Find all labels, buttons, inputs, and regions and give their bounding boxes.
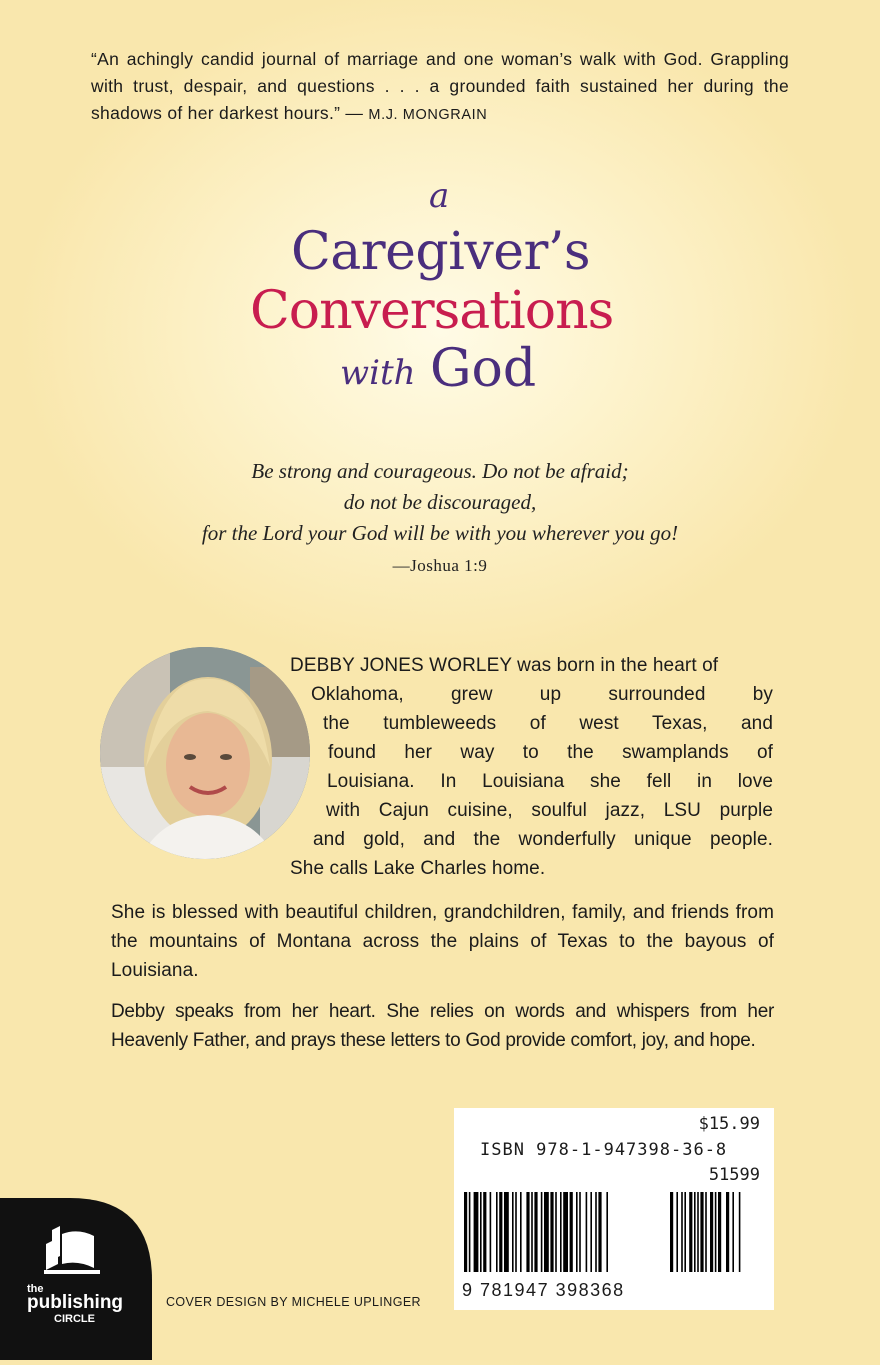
barcode-bar: [464, 1192, 467, 1272]
supplement-bar: [732, 1192, 734, 1272]
barcode-bar: [595, 1192, 597, 1272]
barcode-bar: [469, 1192, 471, 1272]
barcode-bar: [531, 1192, 533, 1272]
barcode-bar: [490, 1192, 492, 1272]
barcode-bar: [520, 1192, 522, 1272]
barcode-bar: [496, 1192, 498, 1272]
barcode-bar: [512, 1192, 514, 1272]
barcode-bar: [555, 1192, 557, 1272]
supplement-bar: [681, 1192, 683, 1272]
supplement-bar: [705, 1192, 707, 1272]
barcode-bar: [526, 1192, 529, 1272]
supplement-bar: [676, 1192, 678, 1272]
verse-line: do not be discouraged,: [343, 490, 537, 514]
logo-the: the: [27, 1283, 44, 1295]
barcode-bar: [550, 1192, 553, 1272]
bio-line: found her way to the swamplands of: [328, 742, 773, 763]
bio-line: the tumbleweeds of west Texas, and: [323, 713, 773, 734]
logo-publishing: publishing: [27, 1292, 124, 1313]
supplement-bar: [670, 1192, 673, 1272]
quote-text: “An achingly candid journal of marriage and one woman’s walk with God. Grappling with trust, despair, and questions . . . a grounded faith sustained her during the shadows of her darkest hours.”: [91, 49, 789, 123]
title-line-conversations: Conversations: [250, 281, 614, 341]
barcode-bar: [504, 1192, 509, 1272]
barcode-bar: [541, 1192, 543, 1272]
barcode-bar: [480, 1192, 482, 1272]
supplement-bar: [739, 1192, 741, 1272]
bio-line: Louisiana. In Louisiana she fell in love: [327, 771, 773, 792]
supplement-bar: [700, 1192, 703, 1272]
title-with: with: [340, 353, 416, 393]
supplement-bar: [726, 1192, 729, 1272]
publisher-logo: [0, 1198, 152, 1360]
bio-line: She calls Lake Charles home.: [290, 858, 546, 879]
bio-line: DEBBY JONES WORLEY was born in the heart of: [290, 655, 719, 676]
price-supplement-code: 51599: [708, 1165, 760, 1185]
title-line-caregivers: Caregiver’s: [291, 222, 591, 282]
supplement-bar: [718, 1192, 721, 1272]
barcode-bar: [598, 1192, 601, 1272]
verse-line: Be strong and courageous. Do not be afraid;: [251, 459, 629, 483]
endorsement-quote: [91, 46, 789, 129]
author-bio-paragraph-1: [290, 651, 773, 883]
barcode-bar: [579, 1192, 581, 1272]
barcode-bars: [464, 1192, 764, 1282]
supplement-bar: [684, 1192, 686, 1272]
supplement-bar: [710, 1192, 713, 1272]
barcode-bar: [544, 1192, 549, 1272]
quote-attribution: M.J. MONGRAIN: [368, 107, 488, 123]
bio-line: and gold, and the wonderfully unique people.: [313, 829, 773, 850]
barcode-bar: [606, 1192, 608, 1272]
barcode-bar: [534, 1192, 537, 1272]
isbn-label: ISBN 978-1-947398-36-8: [480, 1140, 728, 1160]
author-bio-paragraph-3: Debby speaks from her heart. She relies on words and whispers from her Heavenly Father, and prays these letters to God provide comfort, joy, and hope.: [111, 1001, 774, 1051]
verse-line: for the Lord your God will be with you wherever you go!: [201, 521, 679, 545]
bio-line: Oklahoma, grew up surrounded by: [311, 684, 773, 705]
supplement-bar: [689, 1192, 692, 1272]
author-bio-paragraph-2: She is blessed with beautiful children, grandchildren, family, and friends from the mountains of Montana across the plains of Texas to the bayous of Louisiana.: [111, 902, 774, 981]
price-label: $15.99: [698, 1114, 760, 1134]
isbn-barcode: [454, 1108, 774, 1310]
logo-circle: CIRCLE: [54, 1313, 95, 1325]
barcode-bar: [499, 1192, 502, 1272]
barcode-bar: [590, 1192, 592, 1272]
barcode-bar: [570, 1192, 573, 1272]
title-article: a: [429, 176, 450, 216]
barcode-bar: [483, 1192, 486, 1272]
supplement-bar: [715, 1192, 717, 1272]
bio-line: with Cajun cuisine, soulful jazz, LSU purple: [326, 800, 773, 821]
barcode-bar: [515, 1192, 517, 1272]
supplement-bar: [694, 1192, 696, 1272]
verse-reference: —Joshua 1:9: [392, 556, 488, 575]
barcode-bar: [560, 1192, 562, 1272]
quote-dash: —: [340, 103, 369, 123]
barcode-bar: [576, 1192, 578, 1272]
cover-design-credit: COVER DESIGN BY MICHELE UPLINGER: [166, 1295, 421, 1309]
barcode-bar: [586, 1192, 588, 1272]
supplement-bar: [697, 1192, 699, 1272]
scripture-verse: [0, 456, 880, 549]
title-god: God: [430, 339, 537, 399]
author-photo: [100, 647, 310, 859]
barcode-bar: [563, 1192, 568, 1272]
barcode-bar: [474, 1192, 479, 1272]
barcode-number: 9 781947 398368: [462, 1280, 625, 1300]
